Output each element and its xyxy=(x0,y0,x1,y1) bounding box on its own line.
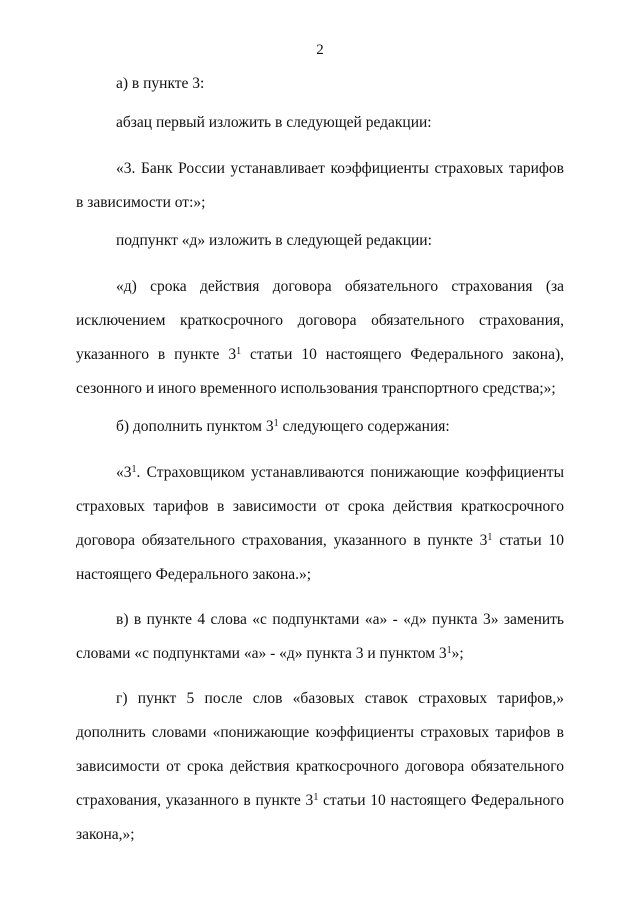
paragraph-quote-3-1-part3: статьи 10 настоящего Федерального закона.»; xyxy=(76,532,564,583)
paragraph-quote-3-1-part2: . Страховщиком устанавливаются понижающие коэффициенты страховых тарифов в зависимости от срока действия краткосрочного договора обязательного страхования, указанного в пункте 3 xyxy=(76,464,564,549)
paragraph-b-part1: б) дополнить пунктом 3 xyxy=(116,418,274,435)
paragraph-v-part1: в) в пункте 4 слова «с подпунктами «а» - «д» пункта 3» заменить словами «с подпунктами «а» - «д» пункта 3 и пунктом 3 xyxy=(76,611,564,662)
paragraph-abzac: абзац первый изложить в следующей редакции: xyxy=(116,114,432,131)
superscript: 1 xyxy=(446,645,452,656)
superscript: 1 xyxy=(313,792,319,803)
paragraph-b-part2: следующего содержания: xyxy=(278,418,450,435)
paragraph-b xyxy=(76,417,564,437)
paragraph-quote-d-part2: статьи 10 настоящего Федерального закона), сезонного и иного временного использования транспортного средства;»; xyxy=(76,346,564,397)
paragraph-quote-3: «3. Банк России устанавливает коэффициенты страховых тарифов в зависимости от:»; xyxy=(76,160,564,211)
document-body xyxy=(76,74,564,863)
paragraph-quote-d-part1: «д) срока действия договора обязательного страхования (за исключением краткосрочного договора обязательного страхования, указанного в пункте 3 xyxy=(76,278,564,363)
paragraph-g-part2: статьи 10 настоящего Федерального закона,»; xyxy=(76,792,564,843)
superscript: 1 xyxy=(487,532,493,543)
paragraph-a: а) в пункте 3: xyxy=(116,75,205,92)
paragraph-quote-3-1-part1: «3 xyxy=(116,464,132,481)
paragraph-v-part2: »; xyxy=(451,645,464,662)
paragraph-quote-d xyxy=(76,270,564,406)
superscript: 1 xyxy=(131,464,137,475)
paragraph-g-part1: г) пункт 5 после слов «базовых ставок страховых тарифов,» дополнить словами «понижающие коэффициенты страховых тарифов в зависимости от срока действия краткосрочного договора обязательного страхования, указанного в пункте 3 xyxy=(76,690,564,809)
superscript: 1 xyxy=(236,346,242,357)
paragraph-v xyxy=(76,603,564,671)
paragraph-podpunkt-d: подпункт «д» изложить в следующей редакции: xyxy=(116,232,432,249)
paragraph-quote-3-1 xyxy=(76,456,564,592)
page-number: 2 xyxy=(316,42,324,58)
paragraph-g xyxy=(76,682,564,852)
superscript: 1 xyxy=(273,418,279,429)
